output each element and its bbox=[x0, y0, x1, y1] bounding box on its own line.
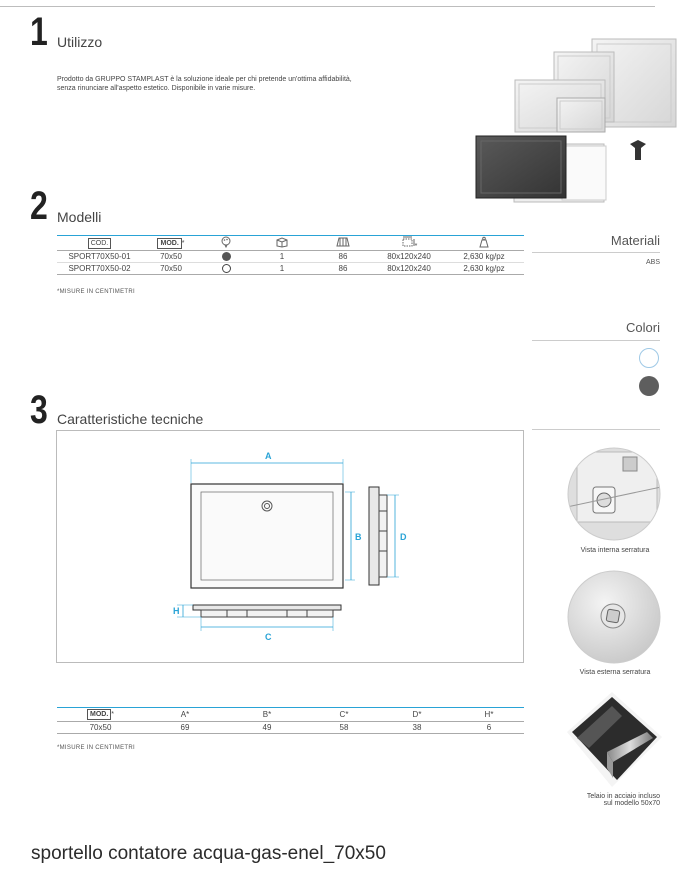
qty-cell: 1 bbox=[279, 264, 285, 273]
weight-icon bbox=[444, 236, 524, 251]
dimensions-icon: * bbox=[374, 236, 444, 251]
materials-value: ABS bbox=[645, 259, 660, 266]
col-c: C* bbox=[339, 710, 349, 719]
grey-panel bbox=[476, 136, 566, 198]
cod-cell: SPORT70X50-02 bbox=[68, 264, 131, 273]
top-divider bbox=[0, 6, 655, 7]
dims-cell: 80x120x240 bbox=[387, 252, 431, 261]
weight-cell: 2,630 kg/pz bbox=[463, 264, 505, 273]
qty-cell: 1 bbox=[279, 252, 285, 261]
col-h: H* bbox=[484, 710, 494, 719]
color-swatch-grey bbox=[639, 376, 659, 396]
colors-divider bbox=[532, 340, 660, 341]
steel-frame-photo bbox=[567, 692, 662, 787]
technical-drawing-box bbox=[56, 430, 524, 663]
a-cell: 69 bbox=[180, 723, 190, 732]
table-row bbox=[57, 263, 524, 275]
mod-cell: 70x50 bbox=[160, 264, 182, 273]
lock-key-icon bbox=[630, 140, 646, 160]
outer-lock-photo bbox=[567, 570, 661, 664]
dim-label-b: B bbox=[355, 532, 362, 542]
section-number-2: 2 bbox=[30, 184, 48, 228]
caption-internal-lock: Vista interna serratura bbox=[580, 547, 650, 554]
front-view bbox=[191, 484, 343, 588]
col-mod: MOD. * bbox=[142, 236, 200, 251]
caption-steel-frame: Telaio in acciaio incluso sul modello 50x70 bbox=[586, 793, 660, 807]
dims-cell: 80x120x240 bbox=[387, 264, 431, 273]
product-footer-title: sportello contatore acqua-gas-enel_70x50 bbox=[31, 843, 386, 864]
white-panel-small bbox=[557, 98, 605, 132]
measure-note: *MISURE IN CENTIMETRI bbox=[57, 289, 135, 295]
color-swatch-white bbox=[639, 348, 659, 368]
col-cod: COD. bbox=[57, 236, 142, 251]
mod-cell: 70x50 bbox=[89, 723, 112, 732]
col-d: D* bbox=[412, 710, 422, 719]
dim-label-a: A bbox=[265, 451, 272, 461]
models-table bbox=[57, 236, 524, 275]
col-b: B* bbox=[262, 710, 272, 719]
color-swatch-white bbox=[200, 263, 252, 275]
pallet-icon bbox=[312, 236, 374, 251]
measure-note-2: *MISURE IN CENTIMETRI bbox=[57, 745, 135, 751]
models-header-row bbox=[57, 236, 524, 251]
materials-divider bbox=[532, 252, 660, 253]
section-title-caratteristiche: Caratteristiche tecniche bbox=[57, 411, 204, 427]
color-icon bbox=[200, 236, 252, 251]
product-photo-group bbox=[470, 36, 690, 208]
b-cell: 49 bbox=[262, 723, 272, 732]
d-cell: 38 bbox=[412, 723, 422, 732]
col-mod: MOD. * bbox=[57, 708, 144, 722]
pallet-cell: 86 bbox=[338, 264, 348, 273]
inner-lock-photo bbox=[567, 447, 661, 541]
weight-cell: 2,630 kg/pz bbox=[463, 252, 505, 261]
colors-title: Colori bbox=[626, 320, 660, 335]
section-number-3: 3 bbox=[30, 388, 48, 432]
caption-external-lock: Vista esterna serratura bbox=[579, 669, 651, 676]
technical-drawing bbox=[57, 431, 523, 662]
cod-cell: SPORT70X50-01 bbox=[68, 252, 131, 261]
bottom-view bbox=[193, 605, 341, 610]
color-swatch-dark bbox=[200, 251, 252, 263]
section-title-utilizzo: Utilizzo bbox=[57, 34, 103, 50]
pallet-cell: 86 bbox=[338, 252, 348, 261]
c-cell: 58 bbox=[339, 723, 349, 732]
mod-cell: 70x50 bbox=[160, 252, 182, 261]
quantity-box-icon bbox=[252, 236, 312, 251]
h-cell: 6 bbox=[486, 723, 492, 732]
right-divider bbox=[532, 429, 660, 430]
dimensions-table bbox=[57, 708, 524, 734]
section-title-modelli: Modelli bbox=[57, 209, 102, 225]
section-number-1: 1 bbox=[30, 10, 48, 54]
table-row bbox=[57, 251, 524, 263]
table-row bbox=[57, 722, 524, 734]
dims-header-row bbox=[57, 708, 524, 722]
dim-label-c: C bbox=[265, 632, 272, 642]
dim-label-h: H bbox=[173, 606, 180, 616]
materials-title: Materiali bbox=[610, 233, 660, 248]
dim-label-d: D bbox=[400, 532, 407, 542]
product-description: Prodotto da GRUPPO STAMPLAST è la soluzione ideale per chi pretende un'ottima affidabilità, senza rinunciare all'aspetto estetico. Disponibile in varie misure. bbox=[57, 76, 352, 92]
side-view bbox=[369, 487, 379, 585]
col-a: A* bbox=[180, 710, 190, 719]
